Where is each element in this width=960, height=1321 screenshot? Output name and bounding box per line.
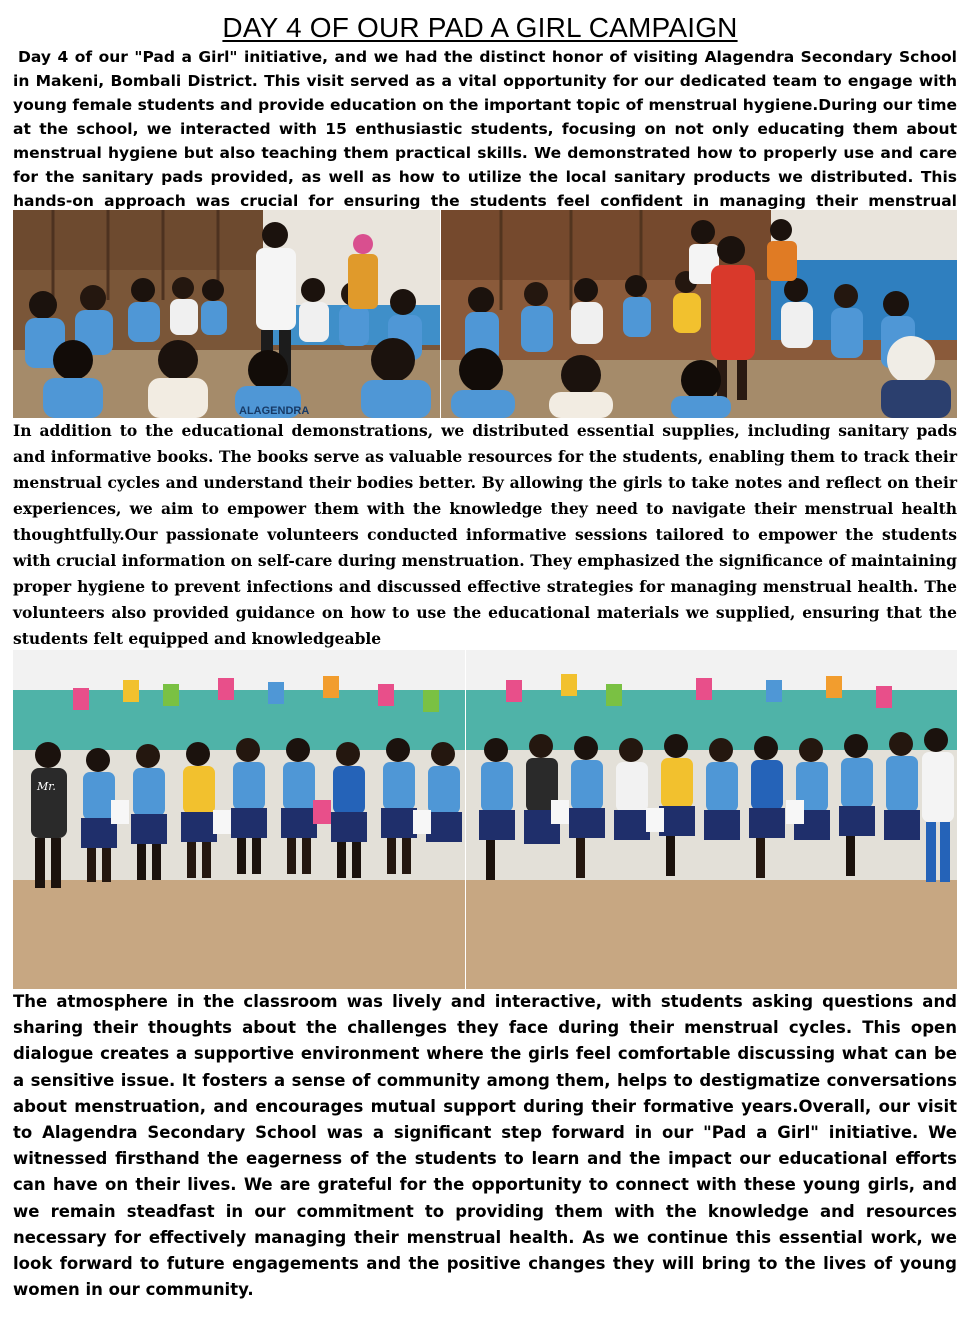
intro-paragraph: Day 4 of our "Pad a Girl" initiative, and we had the distinct honor of visiting Alagendra Secondary School in Makeni, Bombali District. This visit served as a vital opportunity for our dedicated team to engage with young female students and provide education on the important topic of menstrual hygiene.During our time at the school, we interacted with 15 enthusiastic students, focusing on not only educating them about menstrual hygiene but also teaching them practical skills. We demonstrated how to properly use and care for the sanitary pads provided, as well as how to utilize the local sanitary products we distributed. This hands-on approach was crucial for ensuring the students feel confident in managing their menstrual [13,48,957,210]
middle-paragraph: In addition to the educational demonstrations, we distributed essential supplies, including sanitary pads and informative books. The books serve as valuable resources for the students, enabling them to track their menstrual cycles and understand their bodies better. By allowing the girls to take notes and reflect on their experiences, we aim to empower them with the knowledge they need to navigate their menstrual health thoughtfully.Our passionate volunteers conducted informative sessions tailored to empower the students with crucial information on self-care during menstruation. They emphasized the significance of maintaining proper hygiene to prevent infections and discussed effective strategies for managing menstrual health. The volunteers also provided guidance on how to use the educational materials we supplied, ensuring that the students felt equipped and knowledgeable [13,421,957,648]
closing-paragraph: The atmosphere in the classroom was lively and interactive, with students asking questions and sharing their thoughts about the challenges they face during their menstrual cycles. This open dialogue creates a supportive environment where the girls feel comfortable discussing what can be a sensitive issue. It fosters a sense of community among them, helps to destigmatize conversations about menstruation, and encourages mutual support during their formative years.Overall, our visit to Alagendra Secondary School was a significant step forward in our "Pad a Girl" initiative. We witnessed firsthand the eagerness of the students to learn and the impact our educational efforts can have on their lives. We are grateful for the opportunity to connect with these young girls, and we remain steadfast in our commitment to providing them with the knowledge and resources necessary for effectively managing their menstrual health. As we continue this essential work, we look forward to future engagements and the positive changes they will bring to the lives of young women in our community. [13,992,957,1300]
classroom-session-photo-right [441,210,957,418]
group-photo-right [466,650,957,989]
hoodie-print-text: Mr. [37,780,56,793]
page-title-text: DAY 4 OF OUR PAD A GIRL CAMPAIGN [222,12,738,43]
classroom-session-photo-left [13,210,440,418]
page-title [0,10,960,46]
shirt-print-text: ALAGENDRA [239,405,310,417]
group-photo-left [13,650,465,989]
